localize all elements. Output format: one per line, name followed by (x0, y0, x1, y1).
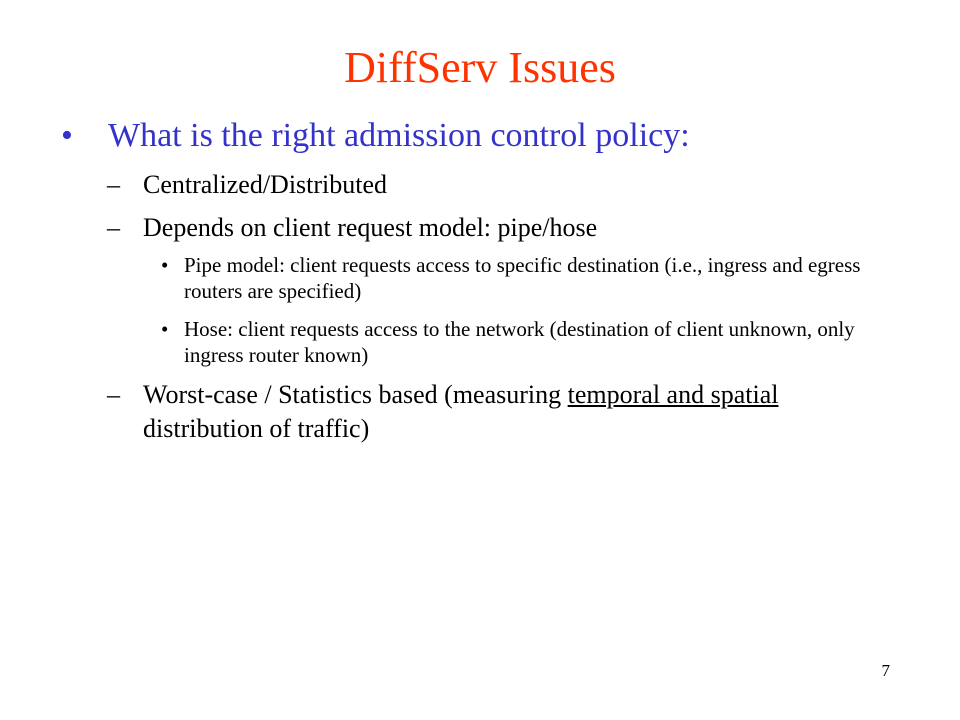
subitem-centralized-distributed: Centralized/Distributed (143, 170, 388, 199)
page-number: 7 (881, 661, 890, 680)
worst-case-text-end: distribution of traffic) (143, 414, 370, 443)
worst-case-text-start: Worst-case / Statistics based (measuring (143, 380, 568, 409)
subitem-worst-case-statistics (143, 378, 863, 446)
dash-marker: – (107, 170, 120, 199)
bullet-text-admission-control: What is the right admission control policy: (108, 117, 690, 154)
subitem-client-request-model: Depends on client request model: pipe/hose (143, 213, 598, 242)
underlined-temporal-spatial: temporal and spatial (567, 380, 779, 409)
dash-marker: – (107, 380, 120, 409)
slide-title: DiffServ Issues (344, 43, 616, 92)
subsubitem-hose-model: Hose: client requests access to the network (destination of client unknown, only ingress router known) (184, 317, 855, 367)
bullet-marker: • (161, 317, 169, 341)
bullet-marker: • (61, 117, 73, 154)
bullet-marker: • (161, 253, 169, 277)
subsubitem-pipe-model: Pipe model: client requests access to specific destination (i.e., ingress and egress routers are specified) (184, 253, 861, 303)
dash-marker: – (107, 213, 120, 242)
